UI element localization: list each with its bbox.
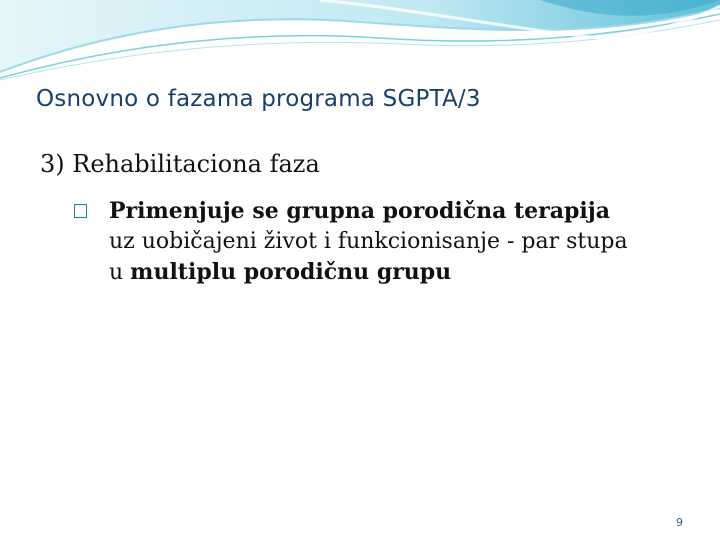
bullet-text-middle: uz uobičajeni život i funkcionisanje - par stupa u [109,229,628,285]
bullet-text [109,196,634,288]
decorative-wave-banner [0,0,720,90]
square-bullet-icon [74,204,87,218]
bullet-text-bold-end: multiplu porodičnu grupu [130,259,452,285]
slide-title: Osnovno o fazama programa SGPTA/3 [36,86,481,112]
bullet-text-bold-start: Primenjuje se grupna porodična terapija [109,198,610,224]
section-heading: 3) Rehabilitaciona faza [40,150,320,178]
page-number: 9 [676,516,683,529]
bullet-item [74,196,634,288]
